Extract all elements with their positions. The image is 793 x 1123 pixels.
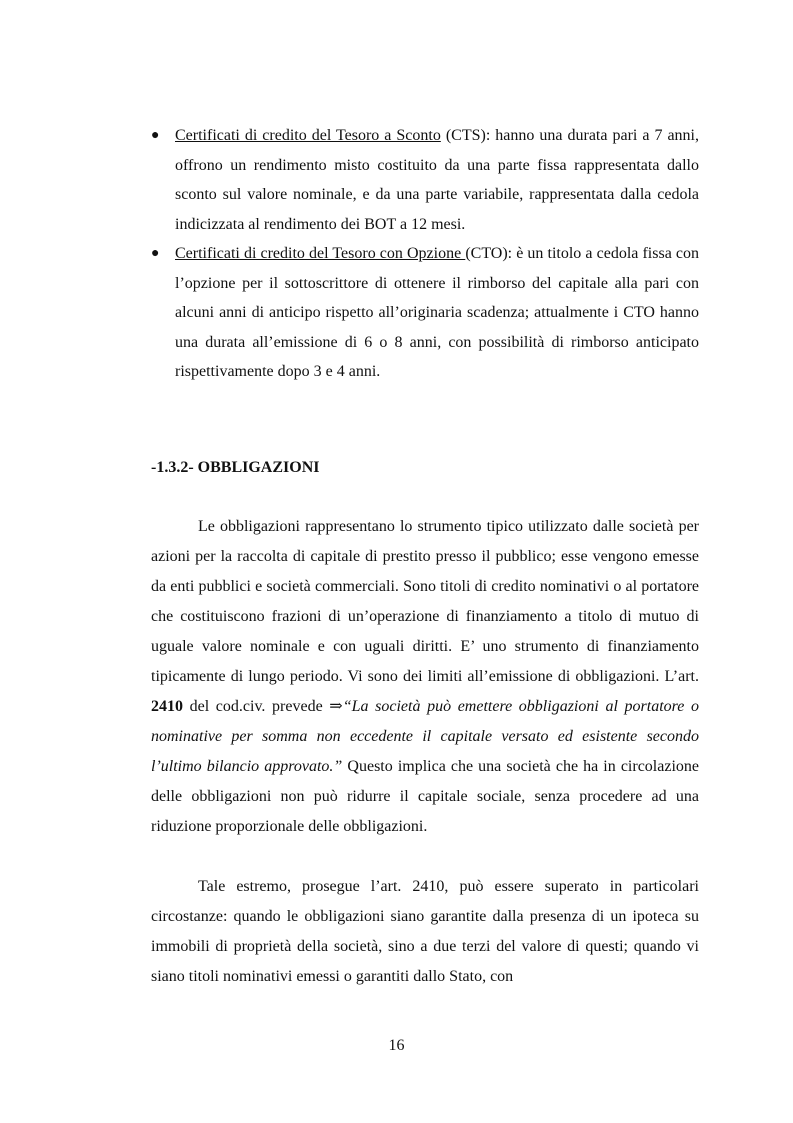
bullet-term: Certificati di credito del Tesoro a Sconto <box>175 127 441 144</box>
bullet-icon: ● <box>151 128 160 143</box>
section-heading: -1.3.2- OBBLIGAZIONI <box>151 459 320 476</box>
bullet-term: Certificati di credito del Tesoro con Opzione <box>175 245 466 262</box>
list-item <box>151 121 699 239</box>
bullet-list <box>151 121 699 387</box>
page-number: 16 <box>388 1037 405 1054</box>
paragraph-text: Questo implica che una società che ha in circolazione delle obbligazioni non può ridurre il capitale sociale, senza procedere ad una riduzione proporzionale delle obbligazioni. <box>151 758 699 835</box>
bullet-text: (CTO): è un titolo a cedola fissa con l’opzione per il sottoscrittore di ottenere il rimborso del capitale alla pari con alcuni anni di anticipo rispetto all’originaria scadenza; attualmente i CTO hanno una durata all’emissione di 6 o 8 anni, con possibilità di rimborso anticipato rispettivamente dopo 3 e 4 anni. <box>175 245 699 380</box>
paragraph-text: del cod.civ. prevede ⇒ <box>183 698 343 715</box>
paragraph-tale-estremo: Tale estremo, prosegue l’art. 2410, può essere superato in particolari circostanze: quando le obbligazioni siano garantite dalla presenza di un ipoteca su immobili di proprietà della società, sino a due terzi del valore di questi; quando vi siano titoli nominativi emessi o garantiti dallo Stato, con <box>151 878 699 985</box>
bullet-text: (CTS): hanno una durata pari a 7 anni, offrono un rendimento misto costituito da una parte fissa rappresentata dallo sconto sul valore nominale, e da una parte variabile, rappresentata dalla cedola indicizzata al rendimento dei BOT a 12 mesi. <box>175 127 699 233</box>
law-quote: “La società può emettere obbligazioni al portatore o nominative per somma non eccedente il capitale versato ed esistente secondo l’ultimo bilancio approvato.” <box>151 698 699 775</box>
paragraph-text: Le obbligazioni rappresentano lo strumento tipico utilizzato dalle società per azioni per la raccolta di capitale di prestito presso il pubblico; esse vengono emesse da enti pubblici e società commerciali. Sono titoli di credito nominativi o al portatore che costituiscono frazioni di un’operazione di finanziamento a titolo di mutuo di uguale valore nominale e con uguali diritti. E’ uno strumento di finanziamento tipicamente di lungo periodo. Vi sono dei limiti all’emissione di obbligazioni. L’art. <box>151 518 699 685</box>
bullet-icon: ● <box>151 246 160 261</box>
article-number: 2410 <box>151 698 183 715</box>
list-item <box>151 239 699 387</box>
paragraph-obbligazioni <box>151 512 699 842</box>
